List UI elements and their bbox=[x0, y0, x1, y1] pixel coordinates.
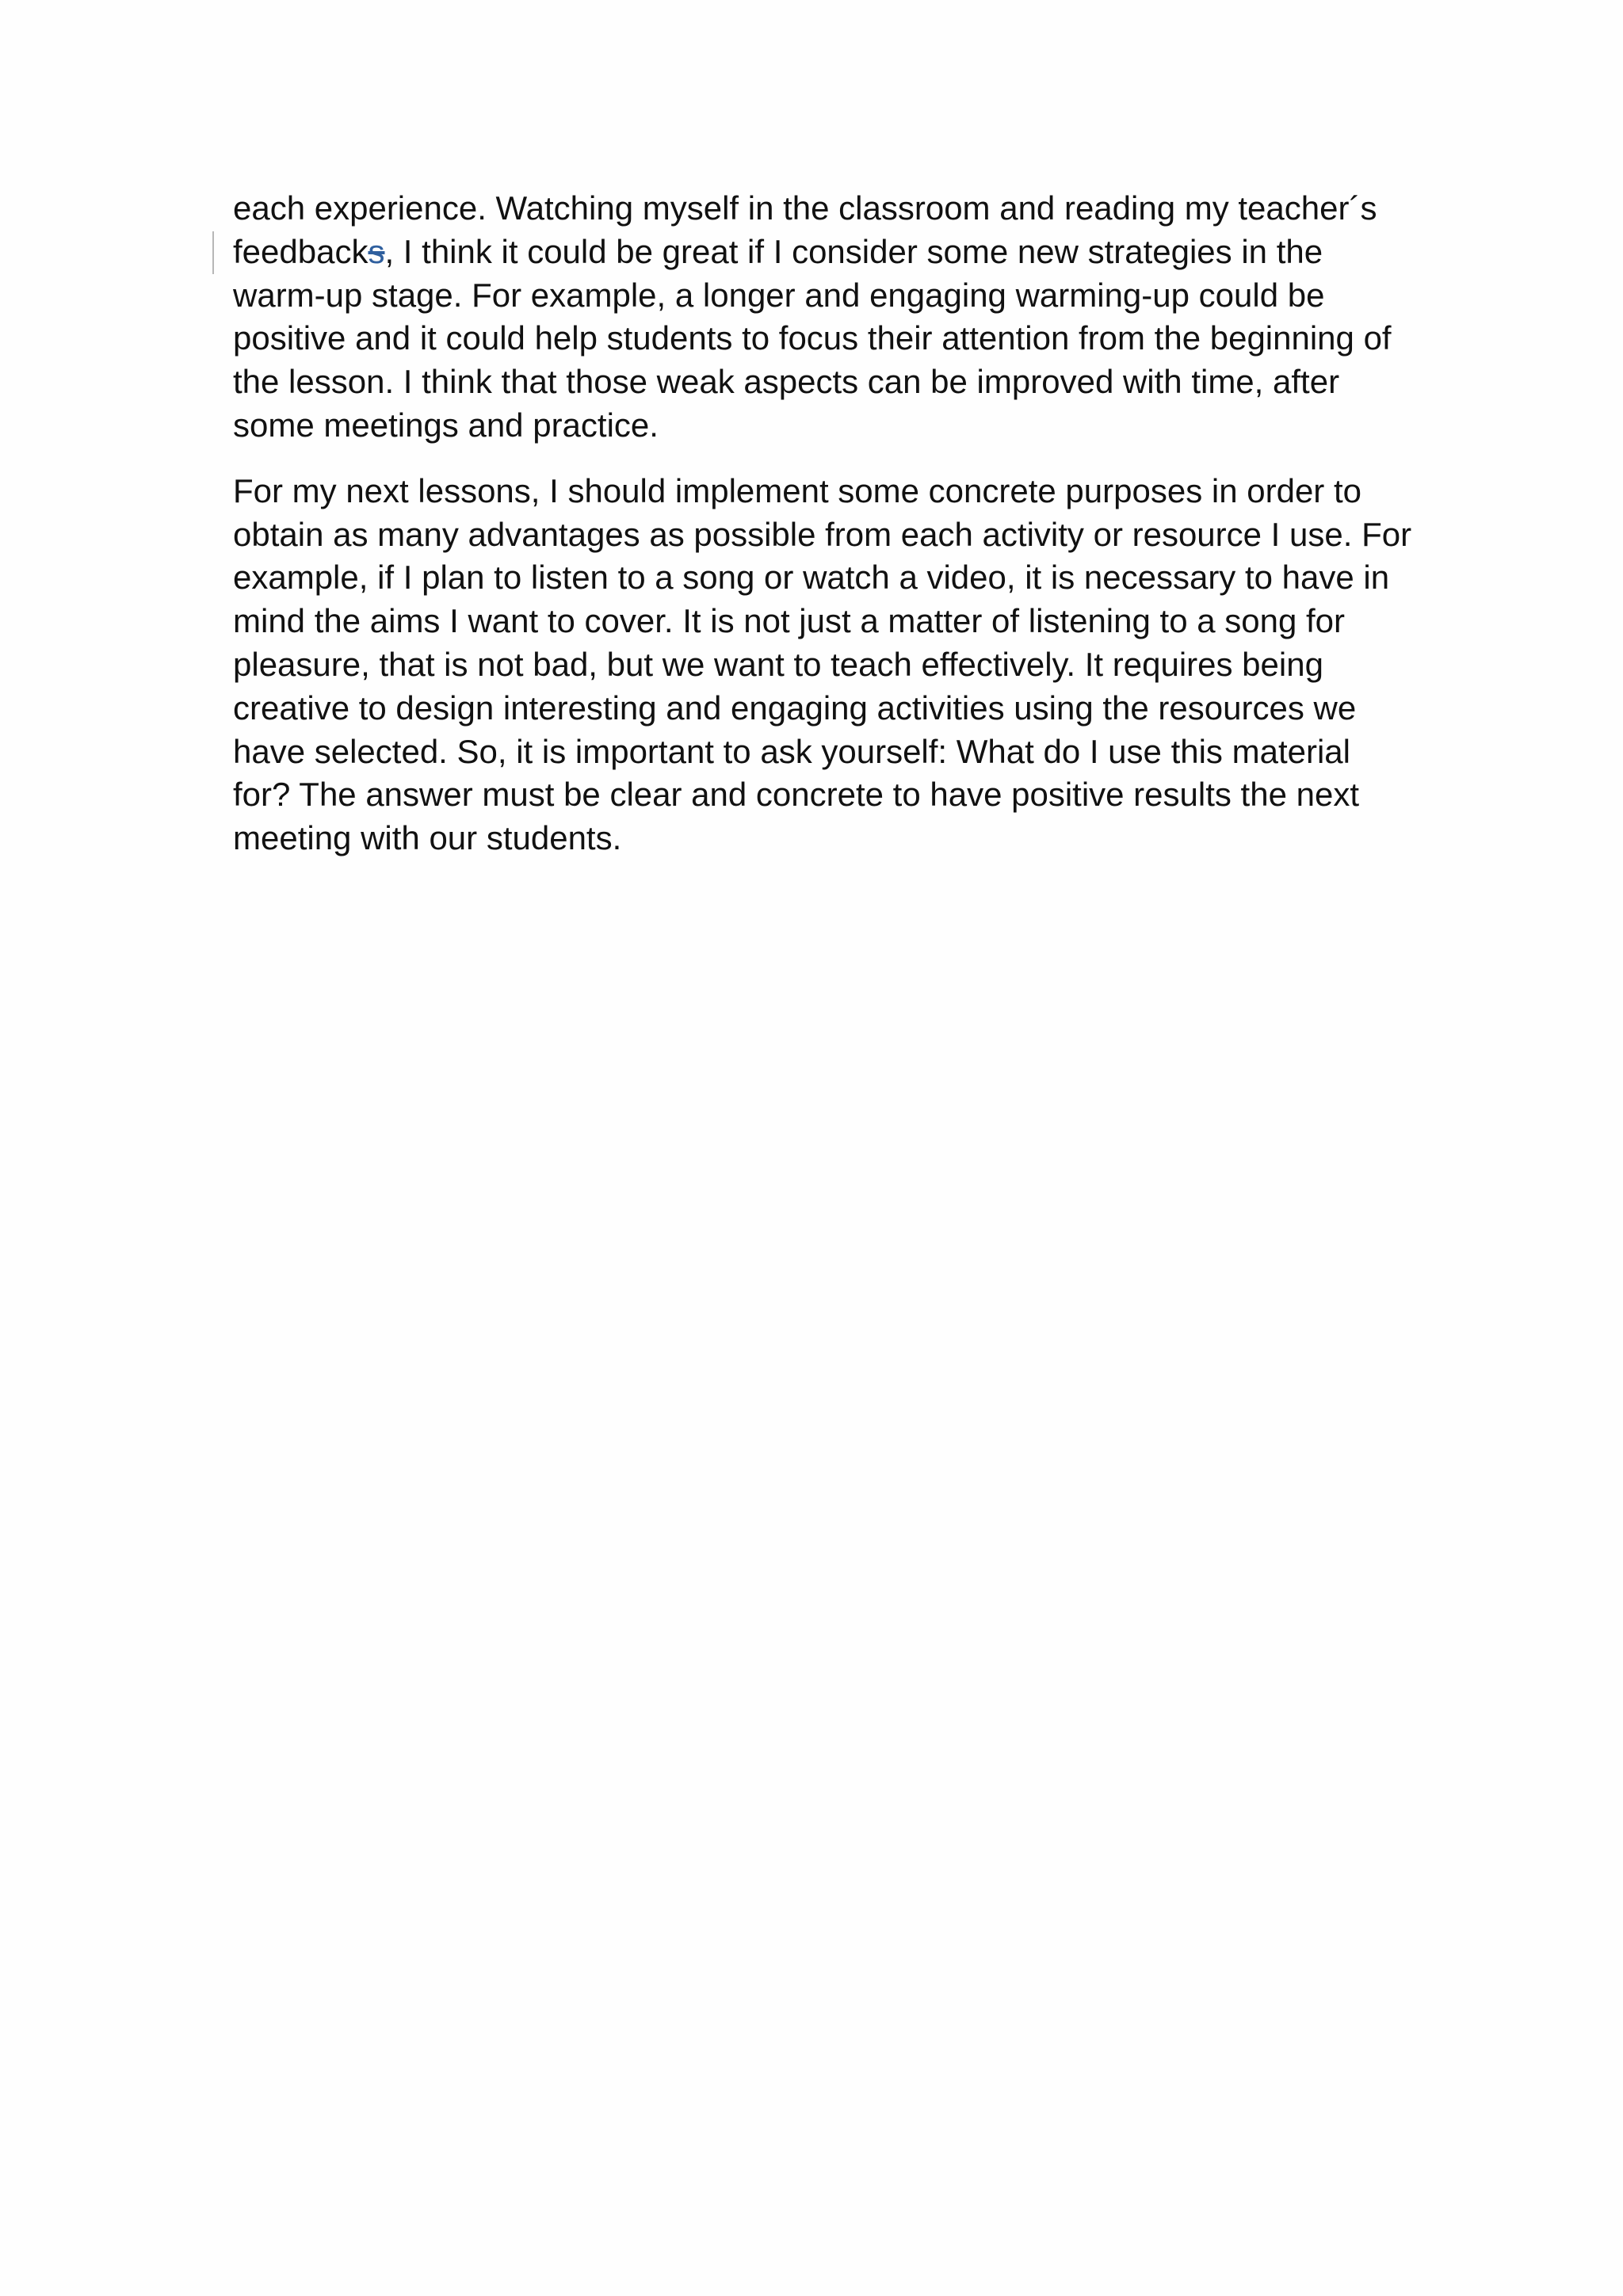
document-body bbox=[233, 187, 1414, 860]
text-line: obtain as many advantages as possible from each activity or resource I use. For bbox=[233, 515, 1412, 553]
paragraph-2 bbox=[233, 470, 1414, 860]
text-line-with-tracked-change bbox=[233, 231, 1414, 274]
text-line: meeting with our students. bbox=[233, 819, 622, 857]
text-line: each experience. Watching myself in the classroom and reading my teacher´s bbox=[233, 189, 1377, 227]
text-line: the lesson. I think that those weak aspects can be improved with time, after bbox=[233, 363, 1340, 401]
text-line: some meetings and practice. bbox=[233, 406, 659, 444]
text-line: have selected. So, it is important to ask yourself: What do I use this material bbox=[233, 732, 1350, 770]
text-line: pleasure, that is not bad, but we want to teach effectively. It requires being bbox=[233, 645, 1323, 683]
tracked-deletion[interactable]: s bbox=[368, 232, 385, 270]
text-line: mind the aims I want to cover. It is not just a matter of listening to a song for bbox=[233, 602, 1346, 640]
paragraph-1 bbox=[233, 187, 1414, 448]
text-line: creative to design interesting and engaging activities using the resources we bbox=[233, 688, 1357, 727]
text-before-change: feedback bbox=[233, 232, 369, 270]
tracked-change-bar bbox=[212, 231, 214, 274]
text-line: example, if I plan to listen to a song or watch a video, it is necessary to have in bbox=[233, 559, 1390, 597]
text-line: warm-up stage. For example, a longer and engaging warming-up could be bbox=[233, 276, 1325, 314]
text-line: For my next lessons, I should implement some concrete purposes in order to bbox=[233, 471, 1361, 509]
text-after-change: , I think it could be great if I consider some new strategies in the bbox=[384, 232, 1323, 270]
text-line: for? The answer must be clear and concrete to have positive results the next bbox=[233, 776, 1359, 814]
text-line: positive and it could help students to focus their attention from the beginning of bbox=[233, 319, 1392, 357]
paragraph-spacing bbox=[233, 448, 1414, 470]
